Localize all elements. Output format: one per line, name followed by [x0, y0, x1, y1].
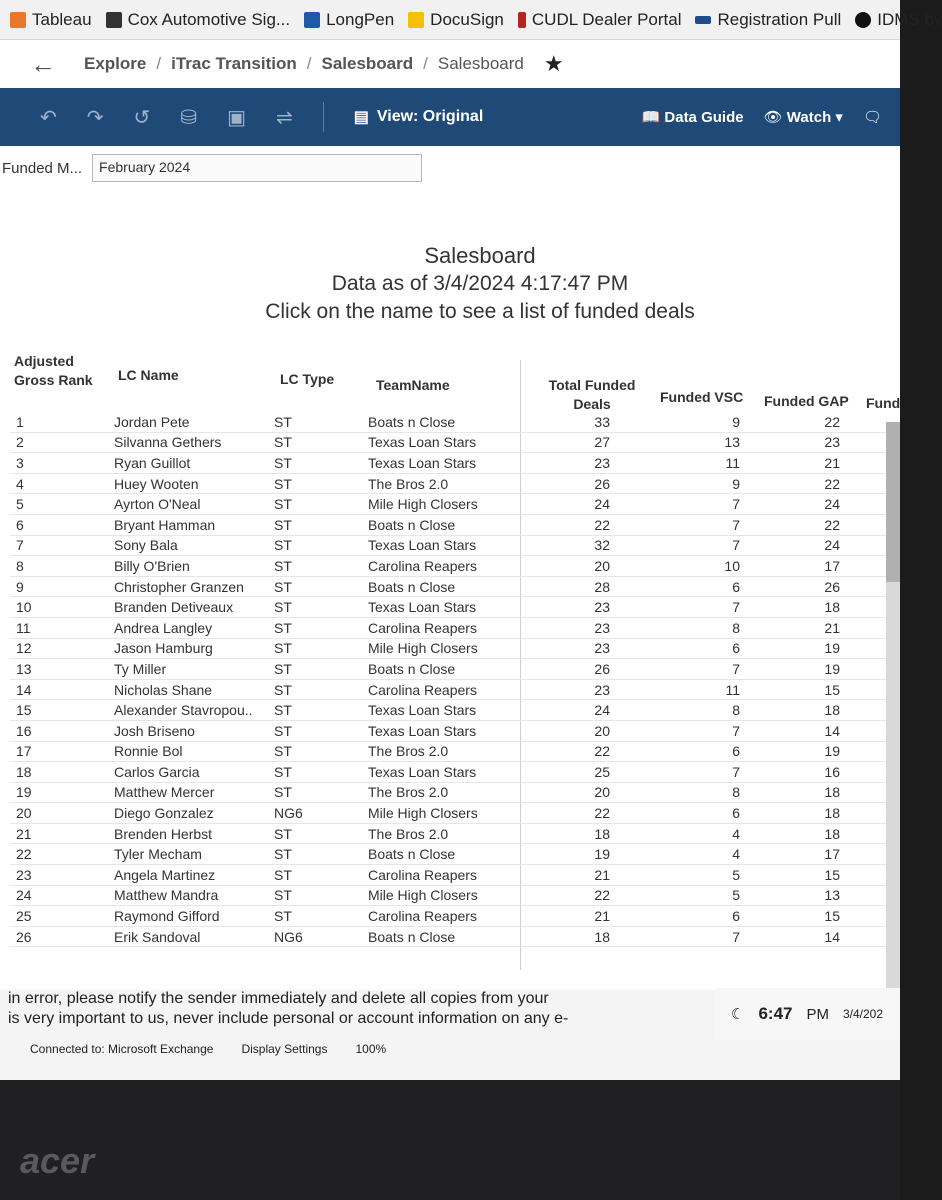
total-funded-cell: 26 [594, 660, 610, 677]
total-funded-cell: 26 [594, 475, 610, 492]
total-funded-cell: 22 [594, 516, 610, 533]
total-funded-cell: 23 [594, 454, 610, 471]
rank-cell: 16 [16, 722, 32, 739]
table-row [10, 577, 890, 598]
funded-vsc-cell: 9 [732, 413, 740, 430]
total-funded-cell: 33 [594, 413, 610, 430]
header-vsc[interactable]: Funded VSC [660, 389, 744, 405]
dashboard-instruction: Click on the name to see a list of funded deals [265, 300, 695, 323]
table-row [10, 515, 890, 536]
crumb-explore[interactable]: Explore [84, 54, 147, 73]
salesboard-dashboard [0, 190, 900, 990]
team-name-cell: Boats n Close [368, 846, 456, 863]
book-icon: 📖 [641, 109, 661, 126]
funded-gap-cell: 18 [824, 825, 840, 842]
team-name-cell: Texas Loan Stars [368, 763, 477, 780]
funded-gap-cell: 22 [824, 413, 840, 430]
lc-type-cell: ST [274, 640, 292, 657]
lc-type-cell: ST [274, 454, 292, 471]
funded-gap-cell: 18 [824, 702, 840, 719]
rank-cell: 15 [16, 702, 32, 719]
funded-gap-cell: 14 [824, 928, 840, 945]
lc-name-link[interactable]: Jason Hamburg [114, 640, 213, 657]
team-name-cell: Texas Loan Stars [368, 599, 477, 616]
funded-gap-cell: 19 [824, 640, 840, 657]
rank-cell: 7 [16, 537, 24, 554]
lc-name-link[interactable]: Christopher Granzen [114, 578, 244, 595]
table-row [10, 783, 890, 804]
watch-label: Watch [786, 109, 832, 126]
bookmarks-bar [0, 0, 942, 40]
funded-gap-cell: 17 [824, 846, 840, 863]
funded-gap-cell: 26 [824, 578, 840, 595]
lc-type-cell: ST [274, 763, 292, 780]
lc-name-link[interactable]: Ayrton O'Neal [114, 496, 201, 513]
lc-type-cell: NG6 [274, 805, 303, 822]
table-header [14, 348, 900, 410]
funded-vsc-cell: 7 [732, 763, 740, 780]
team-name-cell: Carolina Reapers [368, 557, 477, 574]
bookmark-label: CUDL Dealer Portal [531, 9, 682, 29]
total-funded-cell: 25 [594, 763, 610, 780]
lc-type-cell: ST [274, 702, 292, 719]
table-row [10, 639, 890, 660]
team-name-cell: The Bros 2.0 [368, 784, 449, 801]
rank-cell: 2 [16, 434, 24, 451]
taskbar-clock [715, 988, 900, 1040]
undo-icon[interactable]: ↶ [40, 106, 57, 129]
rank-cell: 9 [16, 578, 24, 595]
lc-name-link[interactable]: Andrea Langley [114, 619, 213, 636]
table-row [10, 433, 890, 454]
refresh-data-icon[interactable]: ⛁ [180, 106, 198, 129]
funded-vsc-cell: 6 [732, 578, 740, 595]
funded-vsc-cell: 4 [732, 846, 740, 863]
bookmark-label: Registration Pull [717, 9, 842, 29]
lc-type-cell: ST [274, 619, 292, 636]
zoom-level: 100% [355, 1042, 387, 1056]
team-name-cell: The Bros 2.0 [368, 475, 449, 492]
table-row [10, 906, 890, 927]
replay-icon[interactable]: ⇌ [275, 106, 293, 129]
filter-row [0, 146, 900, 190]
toolbar-right [642, 108, 900, 126]
lc-name-link[interactable]: Angela Martinez [114, 866, 216, 883]
total-funded-cell: 18 [594, 928, 610, 945]
lc-type-cell: ST [274, 825, 292, 842]
clock-date: 3/4/202 [842, 1007, 884, 1021]
funded-vsc-cell: 7 [732, 660, 740, 677]
table-row [10, 597, 890, 618]
total-funded-cell: 22 [594, 887, 610, 904]
registration-icon [695, 16, 711, 24]
funded-gap-cell: 14 [824, 722, 840, 739]
email-text-line: is very important to us, never include personal or account information on any e- [8, 1010, 569, 1027]
header-gap[interactable]: Funded GAP [764, 393, 849, 409]
view-label: View: Original [376, 108, 484, 125]
total-funded-cell: 22 [594, 805, 610, 822]
table-row [10, 474, 890, 495]
total-funded-cell: 20 [594, 784, 610, 801]
header-more[interactable]: Fund [866, 395, 901, 411]
rank-cell: 23 [16, 866, 32, 883]
crumb-itrac[interactable]: iTrac Transition [171, 54, 297, 73]
funded-gap-cell: 19 [824, 743, 840, 760]
funded-gap-cell: 23 [824, 434, 840, 451]
bookmark-label: Cox Automotive Sig... [127, 9, 291, 29]
lc-type-cell: ST [274, 537, 292, 554]
bookmark-label: DocuSign [430, 9, 504, 29]
funded-vsc-cell: 9 [732, 475, 740, 492]
lc-type-cell: ST [274, 846, 292, 863]
team-name-cell: The Bros 2.0 [368, 743, 449, 760]
funded-gap-cell: 24 [824, 496, 840, 513]
funded-gap-cell: 18 [824, 805, 840, 822]
team-name-cell: Boats n Close [368, 928, 456, 945]
lc-type-cell: ST [274, 908, 292, 925]
funded-vsc-cell: 7 [732, 496, 740, 513]
lc-type-cell: ST [274, 413, 292, 430]
rank-cell: 20 [16, 805, 32, 822]
lc-name-link[interactable]: Brenden Herbst [114, 825, 213, 842]
rank-cell: 6 [16, 516, 24, 533]
lc-name-link[interactable]: Branden Detiveaux [114, 599, 234, 616]
team-name-cell: Carolina Reapers [368, 866, 477, 883]
funded-vsc-cell: 11 [725, 681, 740, 698]
funded-vsc-cell: 13 [724, 434, 740, 451]
total-funded-cell: 22 [594, 743, 610, 760]
tableau-icon [10, 12, 26, 28]
lc-name-link[interactable]: Silvanna Gethers [114, 434, 222, 451]
total-funded-cell: 20 [594, 722, 610, 739]
rank-cell: 12 [16, 640, 32, 657]
pause-updates-icon[interactable]: ▣ [227, 106, 246, 129]
team-name-cell: Boats n Close [368, 578, 456, 595]
funded-gap-cell: 21 [824, 454, 840, 471]
funded-vsc-cell: 5 [732, 887, 740, 904]
lc-type-cell: ST [274, 660, 292, 677]
lc-type-cell: ST [274, 599, 292, 616]
funded-vsc-cell: 6 [732, 743, 740, 760]
table-row [10, 865, 890, 886]
moon-icon: ☾ [731, 1006, 745, 1023]
clock-ampm: PM [806, 1005, 829, 1023]
funded-vsc-cell: 8 [732, 702, 740, 719]
header-type[interactable]: LC Type [280, 371, 335, 387]
rank-cell: 26 [16, 928, 32, 945]
funded-gap-cell: 22 [824, 516, 840, 533]
lc-name-link[interactable]: Erik Sandoval [114, 928, 201, 945]
rank-cell: 1 [16, 413, 24, 430]
bookmark-cudl[interactable] [518, 10, 682, 30]
bookmark-docusign[interactable] [408, 10, 504, 30]
lc-name-link[interactable]: Huey Wooten [114, 475, 199, 492]
connection-status: Connected to: Microsoft Exchange [30, 1042, 214, 1056]
table-row [10, 762, 890, 783]
team-name-cell: Texas Loan Stars [368, 454, 477, 471]
status-bar [0, 1042, 700, 1056]
breadcrumb [0, 40, 900, 88]
eye-icon: 👁 [763, 109, 783, 126]
chevron-down-icon: ▾ [835, 109, 843, 126]
lc-type-cell: ST [274, 475, 292, 492]
rank-cell: 18 [16, 763, 32, 780]
funded-vsc-cell: 10 [724, 557, 740, 574]
team-name-cell: Texas Loan Stars [368, 434, 477, 451]
funded-vsc-cell: 7 [732, 722, 740, 739]
bar-chart-icon: ▤ [353, 109, 369, 126]
funded-gap-cell: 15 [824, 866, 840, 883]
rank-cell: 14 [16, 681, 32, 698]
table-row [10, 844, 890, 865]
total-funded-cell: 21 [594, 866, 610, 883]
team-name-cell: Mile High Closers [368, 805, 478, 822]
lc-type-cell: NG6 [274, 928, 303, 945]
bookmark-idms[interactable] [855, 10, 942, 30]
funded-gap-cell: 16 [824, 763, 840, 780]
lc-type-cell: ST [274, 866, 292, 883]
funded-gap-cell: 21 [824, 619, 840, 636]
table-body [10, 412, 890, 947]
rank-cell: 17 [16, 743, 32, 760]
rank-cell: 10 [16, 599, 32, 616]
dashboard-title: Salesboard [424, 243, 536, 268]
table-row [10, 453, 890, 474]
toolbar-divider [323, 102, 324, 132]
lc-name-link[interactable]: Ryan Guillot [114, 454, 191, 471]
funded-gap-cell: 15 [824, 908, 840, 925]
bookmark-registration[interactable] [695, 10, 841, 30]
rank-cell: 22 [16, 846, 32, 863]
lc-type-cell: ST [274, 681, 292, 698]
total-funded-cell: 19 [594, 846, 610, 863]
email-text-line: in error, please notify the sender immediately and delete all copies from your [8, 990, 549, 1007]
funded-gap-cell: 17 [824, 557, 840, 574]
cox-icon [106, 12, 122, 28]
header-name[interactable]: LC Name [118, 367, 179, 383]
total-funded-cell: 23 [594, 599, 610, 616]
docusign-icon [408, 12, 424, 28]
cudl-icon [518, 12, 526, 28]
funded-gap-cell: 18 [824, 599, 840, 616]
table-row [10, 742, 890, 763]
funded-gap-cell: 24 [824, 537, 840, 554]
lc-name-link[interactable]: Bryant Hamman [114, 516, 216, 533]
crumb-separator: / [306, 54, 312, 73]
lc-name-link[interactable]: Jordan Pete [114, 413, 190, 430]
table-row [10, 700, 890, 721]
total-funded-cell: 23 [594, 681, 610, 698]
lc-name-link[interactable]: Nicholas Shane [114, 681, 213, 698]
funded-vsc-cell: 4 [732, 825, 740, 842]
dashboard-subtitle: Data as of 3/4/2024 4:17:47 PM [331, 272, 629, 295]
header-team[interactable]: TeamName [376, 377, 450, 393]
crumb-salesboard-workbook[interactable]: Salesboard [321, 54, 414, 73]
funded-vsc-cell: 7 [732, 516, 740, 533]
lc-name-link[interactable]: Diego Gonzalez [114, 805, 214, 822]
funded-vsc-cell: 7 [732, 928, 740, 945]
team-name-cell: Mile High Closers [368, 640, 478, 657]
lc-name-link[interactable]: Ronnie Bol [114, 743, 183, 760]
table-row [10, 886, 890, 907]
bookmark-tableau[interactable] [10, 10, 92, 30]
table-row [10, 824, 890, 845]
total-funded-cell: 23 [594, 640, 610, 657]
team-name-cell: Boats n Close [368, 516, 456, 533]
table-row [10, 494, 890, 515]
data-guide-label: Data Guide [664, 109, 744, 126]
header-total[interactable]: Total Funded Deals [548, 377, 636, 412]
bookmark-longpen[interactable] [304, 10, 394, 30]
rank-cell: 3 [16, 454, 24, 471]
lc-name-link[interactable]: Sony Bala [114, 537, 178, 554]
table-row [10, 803, 890, 824]
rank-cell: 24 [16, 887, 32, 904]
team-name-cell: Carolina Reapers [368, 908, 477, 925]
funded-gap-cell: 15 [824, 681, 840, 698]
total-funded-cell: 24 [594, 496, 610, 513]
lc-type-cell: ST [274, 722, 292, 739]
table-row [10, 618, 890, 639]
lc-name-link[interactable]: Carlos Garcia [114, 763, 200, 780]
revert-icon[interactable]: ↺ [133, 106, 151, 129]
lc-name-link[interactable]: Alexander Stavropou.. [114, 702, 253, 719]
funded-vsc-cell: 5 [732, 866, 740, 883]
lc-name-link[interactable]: Ty Miller [114, 660, 167, 677]
lc-type-cell: ST [274, 578, 292, 595]
total-funded-cell: 23 [594, 619, 610, 636]
lc-type-cell: ST [274, 496, 292, 513]
watch-button[interactable] [764, 108, 843, 126]
rank-cell: 25 [16, 908, 32, 925]
funded-vsc-cell: 6 [732, 640, 740, 657]
team-name-cell: Texas Loan Stars [368, 702, 477, 719]
clock-time: 6:47 [758, 1004, 793, 1023]
lc-type-cell: ST [274, 557, 292, 574]
funded-gap-cell: 13 [824, 887, 840, 904]
view-toolbar [0, 88, 900, 146]
table-row [10, 680, 890, 701]
total-funded-cell: 21 [594, 908, 610, 925]
longpen-icon [304, 12, 320, 28]
table-row [10, 721, 890, 742]
total-funded-cell: 24 [594, 702, 610, 719]
view-original-button[interactable] [354, 107, 484, 127]
funded-gap-cell: 18 [824, 784, 840, 801]
lc-name-link[interactable]: Matthew Mandra [114, 887, 219, 904]
funded-vsc-cell: 6 [732, 805, 740, 822]
total-funded-cell: 27 [594, 434, 610, 451]
rank-cell: 19 [16, 784, 32, 801]
table-row [10, 927, 890, 948]
lc-type-cell: ST [274, 784, 292, 801]
header-rank[interactable]: Adjusted Gross Rank [14, 353, 93, 388]
funded-vsc-cell: 7 [732, 599, 740, 616]
total-funded-cell: 18 [594, 825, 610, 842]
rank-cell: 21 [16, 825, 32, 842]
team-name-cell: Mile High Closers [368, 887, 478, 904]
team-name-cell: Boats n Close [368, 660, 456, 677]
lc-name-link[interactable]: Raymond Gifford [114, 908, 220, 925]
rank-cell: 11 [16, 619, 31, 636]
lc-name-link[interactable]: Josh Briseno [114, 722, 195, 739]
bookmark-label: LongPen [326, 9, 395, 29]
bookmark-label: Tableau [32, 9, 92, 29]
comments-icon[interactable]: 🗨 [862, 109, 882, 126]
team-name-cell: Carolina Reapers [368, 619, 477, 636]
total-funded-cell: 32 [594, 537, 610, 554]
rank-cell: 4 [16, 475, 24, 492]
lc-name-link[interactable]: Matthew Mercer [114, 784, 215, 801]
table-row [10, 556, 890, 577]
bookmark-cox[interactable] [106, 10, 291, 30]
crumb-salesboard-view: Salesboard [437, 54, 524, 73]
lc-type-cell: ST [274, 887, 292, 904]
filter-label: Funded M... [2, 159, 83, 177]
funded-vsc-cell: 8 [732, 784, 740, 801]
funded-gap-cell: 22 [824, 475, 840, 492]
rank-cell: 5 [16, 496, 24, 513]
team-name-cell: Mile High Closers [368, 496, 478, 513]
table-row [10, 536, 890, 557]
favorite-star-icon[interactable]: ★ [543, 51, 564, 76]
funded-vsc-cell: 7 [732, 537, 740, 554]
crumb-separator: / [156, 54, 162, 73]
lc-name-link[interactable]: Billy O'Brien [114, 557, 190, 574]
funded-vsc-cell: 6 [732, 908, 740, 925]
data-guide-button[interactable] [642, 108, 744, 126]
team-name-cell: The Bros 2.0 [368, 825, 449, 842]
crumb-separator: / [423, 54, 428, 73]
vertical-scrollbar[interactable] [886, 422, 900, 992]
total-funded-cell: 20 [594, 557, 610, 574]
redo-icon[interactable]: ↷ [86, 106, 104, 129]
lc-type-cell: ST [274, 743, 292, 760]
team-name-cell: Texas Loan Stars [368, 537, 477, 554]
funded-vsc-cell: 11 [725, 454, 740, 471]
total-funded-cell: 28 [594, 578, 610, 595]
lc-type-cell: ST [274, 434, 292, 451]
funded-vsc-cell: 8 [732, 619, 740, 636]
funded-month-select[interactable]: February 2024 [92, 154, 422, 182]
rank-cell: 13 [16, 660, 32, 677]
back-arrow-icon[interactable]: ← [30, 48, 56, 79]
monitor-bezel [0, 1080, 900, 1200]
idms-icon [855, 12, 871, 28]
team-name-cell: Boats n Close [368, 413, 456, 430]
bookmark-label: IDMS by [877, 9, 942, 29]
team-name-cell: Carolina Reapers [368, 681, 477, 698]
rank-cell: 8 [16, 557, 24, 574]
lc-type-cell: ST [274, 516, 292, 533]
table-row [10, 659, 890, 680]
team-name-cell: Texas Loan Stars [368, 722, 477, 739]
display-settings-button[interactable]: Display Settings [241, 1042, 328, 1056]
monitor-brand-logo: acer [20, 1140, 95, 1181]
title-block [0, 190, 900, 326]
funded-gap-cell: 19 [824, 660, 840, 677]
scrollbar-thumb[interactable] [886, 422, 900, 582]
table-row [10, 412, 890, 433]
lc-name-link[interactable]: Tyler Mecham [114, 846, 202, 863]
